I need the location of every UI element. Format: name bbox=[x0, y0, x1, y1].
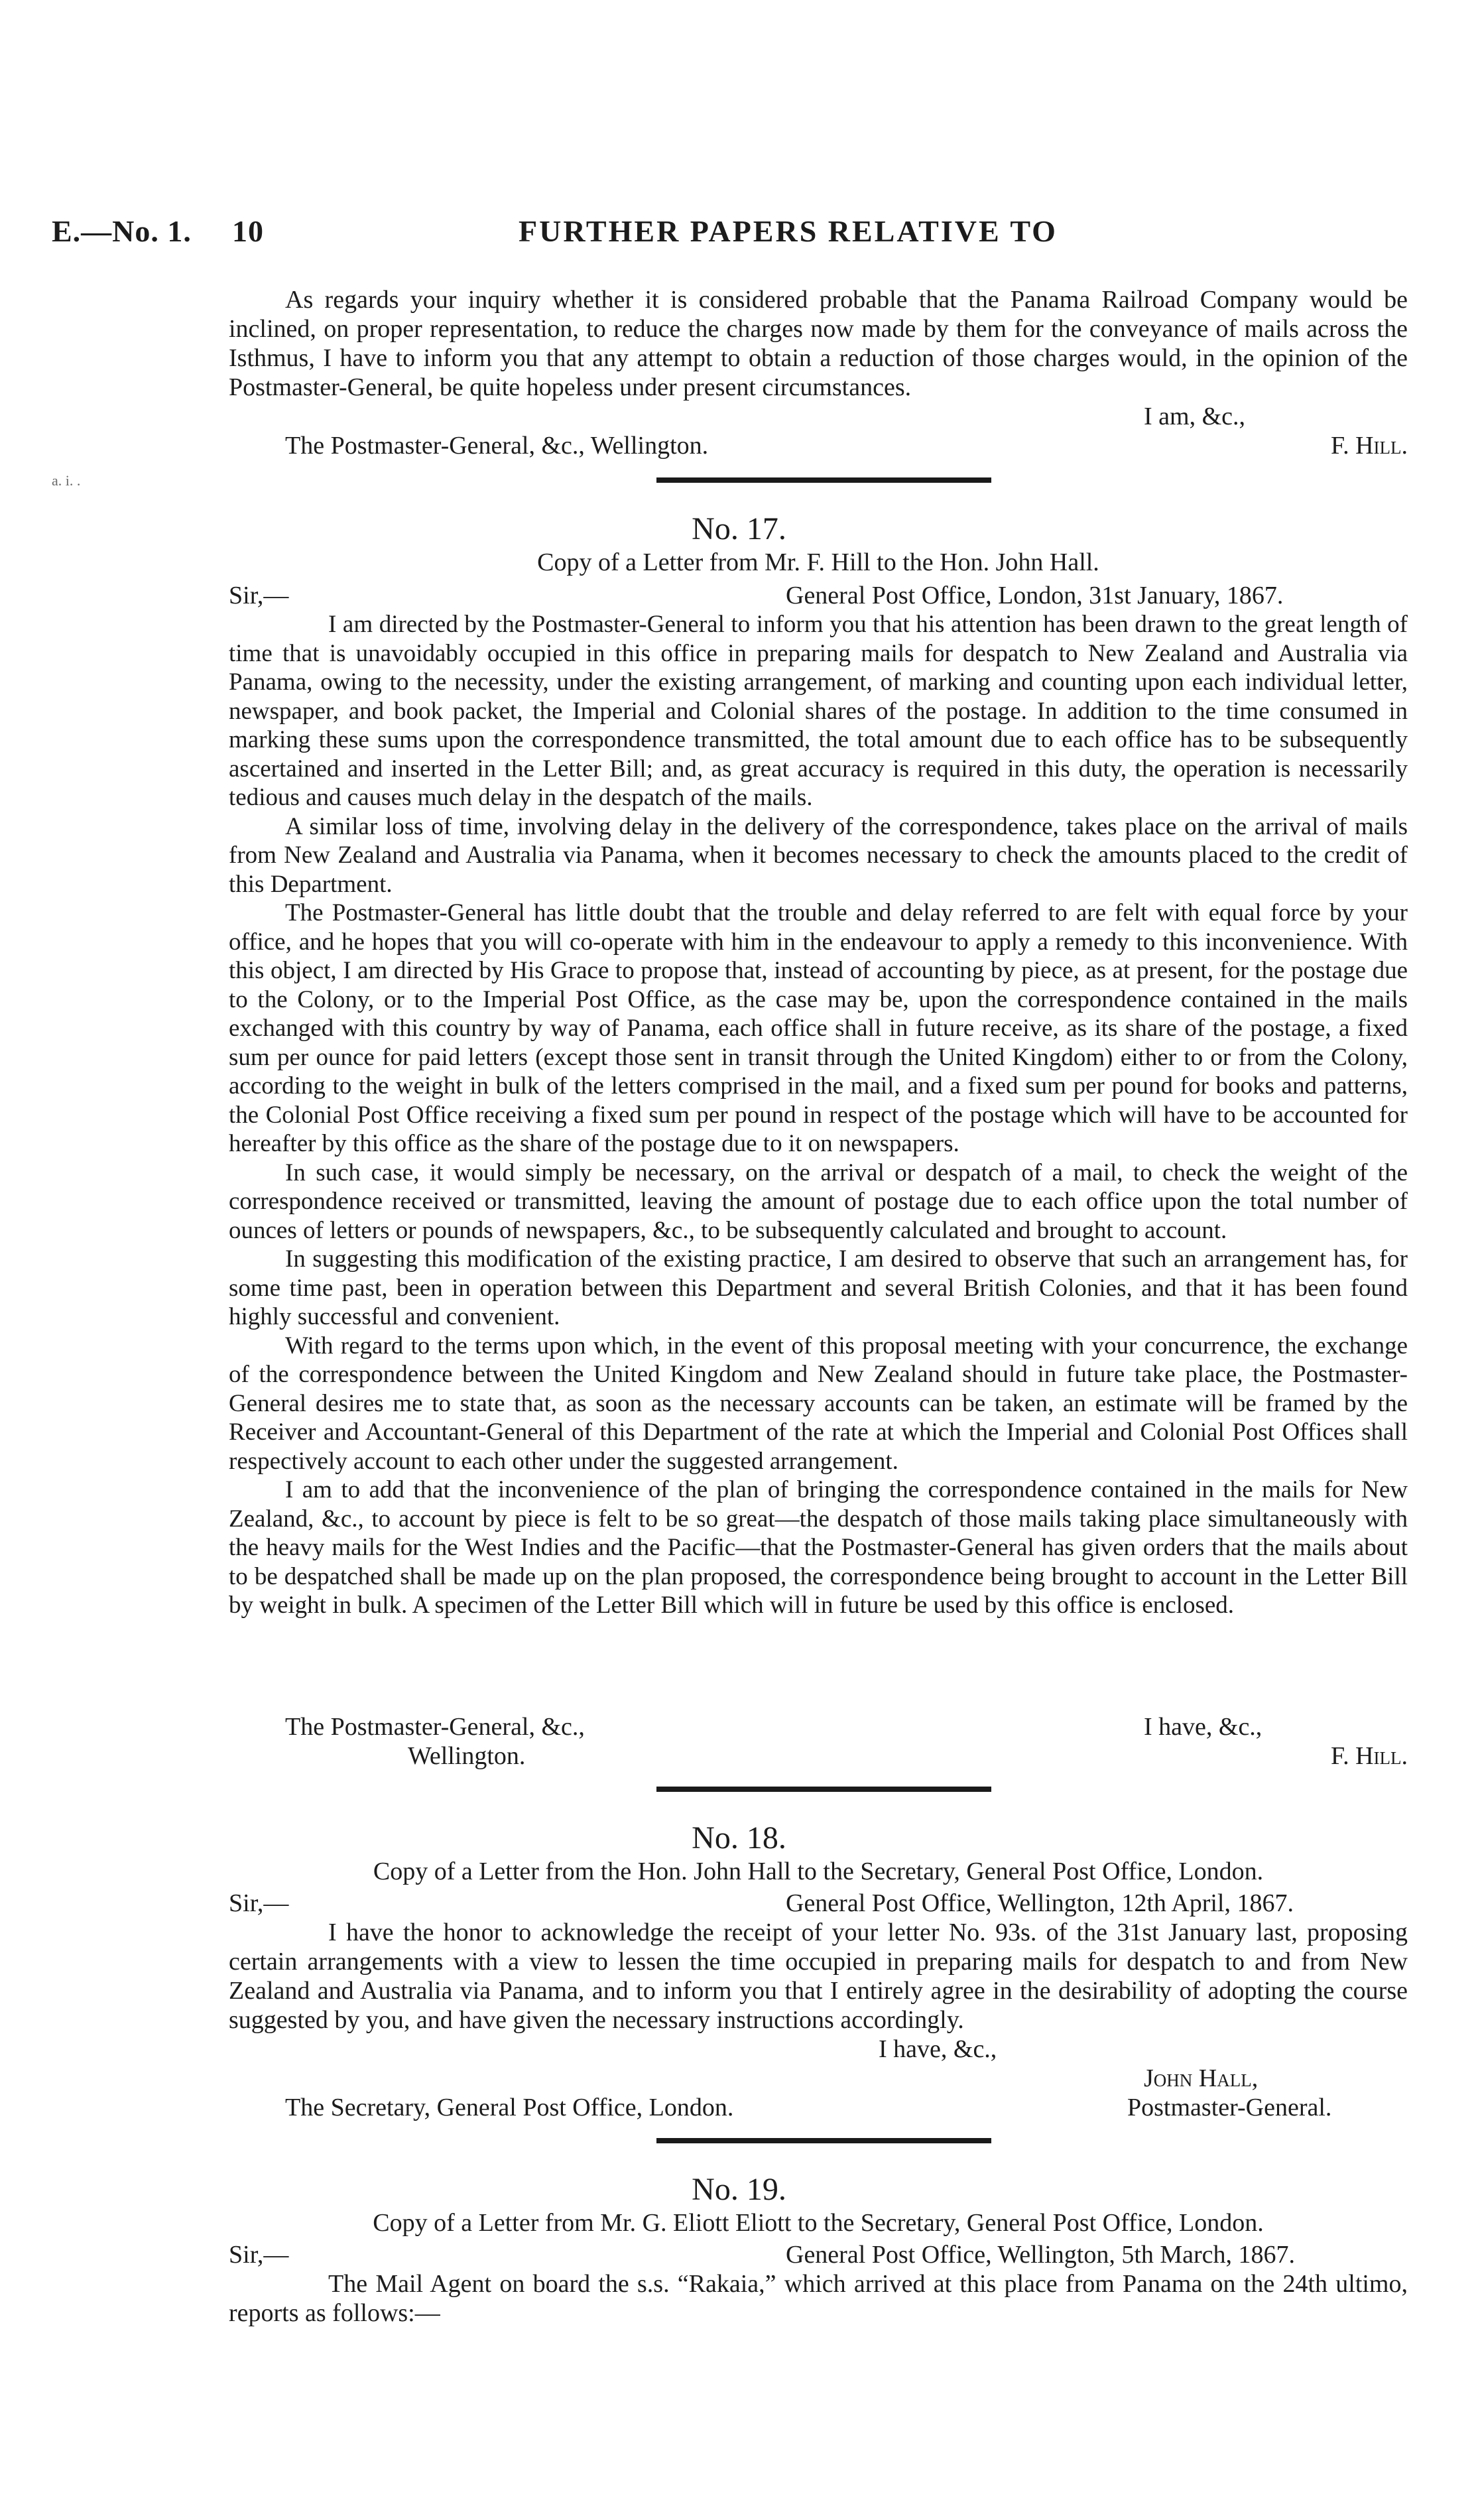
letter-17-heading bbox=[229, 581, 1408, 610]
addressee: The Postmaster-General, &c., Wellington. bbox=[285, 432, 709, 460]
body-paragraph: In such case, it would simply be necessary, on the arrival or despatch of a mail, to check the weight of the correspondence received or transmitted, leaving the amount of postage due to each office upon the total number of ounces of letters or pounds of newspapers, &c., to be subsequently calculated and brought to account. bbox=[229, 1159, 1408, 1244]
letter-caption: Copy of a Letter from Mr. G. Eliott Eliott to the Secretary, General Post Office, London. bbox=[373, 2209, 1264, 2237]
dateline: General Post Office, London, 31st January, 1867. bbox=[786, 582, 1284, 609]
addressee: The Secretary, General Post Office, London. bbox=[285, 2094, 734, 2121]
addressee: The Postmaster-General, &c., bbox=[285, 1713, 585, 1741]
body-paragraph: As regards your inquiry whether it is considered probable that the Panama Railroad Company would be inclined, on proper representation, to reduce the charges now made by them for the conveyance of mails across the Isthmus, I have to inform you that any attempt to obtain a reduction of those charges would, in the opinion of the Postmaster-General, be quite hopeless under present circumstances. bbox=[229, 286, 1408, 401]
letter-17-body bbox=[229, 610, 1408, 1620]
body-paragraph: I am to add that the inconvenience of the plan of bringing the correspondence contained in the mails for New Zealand, &c., to account by piece is felt to be so great—the despatch of those mails taking place simultaneously with the heavy mails for the West Indies and the Pacific—that the Postmaster-General has given orders that the mails about to be despatched shall be made up on the plan proposed, the correspondence being brought to account in the Letter Bill by weight in bulk. A specimen of the Letter Bill which will in future be used by this office is enclosed. bbox=[229, 1476, 1408, 1619]
continued-closing-block bbox=[229, 402, 1408, 460]
letter-18-heading bbox=[229, 1889, 1408, 1918]
signature: John Hall, bbox=[1144, 2064, 1259, 2092]
continued-letter bbox=[229, 285, 1408, 402]
document-reference: E.—No. 1. bbox=[52, 214, 192, 248]
closing-line: I have, &c., bbox=[879, 2035, 997, 2063]
body-paragraph: A similar loss of time, involving delay in the delivery of the correspondence, takes place on the arrival of mails from New Zealand and Australia via Panama, when it becomes necessary to check the amounts placed to the credit of this Department. bbox=[229, 812, 1408, 898]
letter-number: No. 17. bbox=[692, 511, 786, 546]
body-paragraph: I am directed by the Postmaster-General to inform you that his attention has been drawn to the great length of time that is unavoidably occupied in this office in preparing mails for despatch to New Zealand and Australia via Panama, owing to the necessity, under the existing arrangement, of marking and counting upon each individual letter, newspaper, and book packet, the Imperial and Colonial shares of the postage. In addition to the time consumed in marking these sums upon the correspondence transmitted, the total amount due to each office has to be subsequently ascertained and inserted in the Letter Bill; and, as great accuracy is required in this duty, the operation is necessarily tedious and causes much delay in the despatch of the mails. bbox=[229, 611, 1408, 811]
page-number: 10 bbox=[232, 214, 264, 248]
addressee-city: Wellington. bbox=[408, 1742, 526, 1770]
body-paragraph: In suggesting this modification of the existing practice, I am desired to observe that such an arrangement has, for some time past, been in operation between this Department and several British Colonies, and that it has been found highly successful and convenient. bbox=[229, 1245, 1408, 1330]
signature-title: Postmaster-General. bbox=[1127, 2094, 1332, 2121]
letter-19-body bbox=[229, 2269, 1408, 2328]
letter-18-body bbox=[229, 1918, 1408, 2035]
letter-caption: Copy of a Letter from the Hon. John Hall to the Secretary, General Post Office, London. bbox=[373, 1858, 1264, 1885]
salutation: Sir,— bbox=[229, 582, 289, 609]
section-rule bbox=[656, 2138, 991, 2143]
salutation: Sir,— bbox=[229, 2241, 289, 2269]
salutation: Sir,— bbox=[229, 1889, 289, 1917]
signature: F. Hill. bbox=[1330, 1742, 1408, 1770]
closing-line: I am, &c., bbox=[1144, 403, 1246, 430]
section-rule bbox=[656, 477, 991, 483]
letter-number: No. 19. bbox=[692, 2172, 786, 2207]
margin-mark: a. i. . bbox=[52, 472, 81, 489]
dateline: General Post Office, Wellington, 12th April, 1867. bbox=[786, 1889, 1294, 1917]
section-rule bbox=[656, 1787, 991, 1792]
signature: F. Hill. bbox=[1330, 432, 1408, 460]
body-paragraph: With regard to the terms upon which, in the event of this proposal meeting with your concurrence, the exchange of the correspondence between the United Kingdom and New Zealand should in future take place, the Postmaster-General desires me to state that, as soon as the necessary accounts can be taken, an estimate will be framed by the Receiver and Accountant-General of this Department of the rate at which the Imperial and Colonial Post Offices shall respectively account to each other under the suggested arrangement. bbox=[229, 1332, 1408, 1475]
letter-19-heading bbox=[229, 2240, 1408, 2269]
dateline: General Post Office, Wellington, 5th March, 1867. bbox=[786, 2241, 1296, 2269]
closing-line: I have, &c., bbox=[1144, 1713, 1262, 1741]
letter-18-closing bbox=[229, 2035, 1408, 2122]
body-paragraph: The Postmaster-General has little doubt that the trouble and delay referred to are felt with equal force by your office, and he hopes that you will co-operate with him in the endeavour to apply a remedy to this inconvenience. With this object, I am directed by His Grace to propose that, instead of accounting by piece, as at present, for the postage due to the Colony, or to the Imperial Post Office, as the case may be, upon the correspondence contained in the mails exchanged with this country by way of Panama, each office shall in future receive, as its share of the postage, a fixed sum per ounce for paid letters (except those sent in transit through the United Kingdom) either to or from the Colony, according to the weight in bulk of the letters comprised in the mail, and a fixed sum per pound for books and patterns, the Colonial Post Office receiving a fixed sum per pound in respect of the postage which will have to be accounted for hereafter by this office as the share of the postage due to it on newspapers. bbox=[229, 899, 1408, 1157]
running-title: FURTHER PAPERS RELATIVE TO bbox=[519, 214, 1058, 248]
body-paragraph: The Mail Agent on board the s.s. “Rakaia,” which arrived at this place from Panama on the 24th ultimo, reports as follows:— bbox=[229, 2270, 1408, 2327]
body-paragraph: I have the honor to acknowledge the receipt of your letter No. 93s. of the 31st January last, proposing certain arrangements with a view to lessen the time occupied in preparing mails for despatch to and from New Zealand and Australia via Panama, and to inform you that I entirely agree in the desirability of adopting the course suggested by you, and have given the necessary instructions accordingly. bbox=[229, 1919, 1408, 2034]
letter-number: No. 18. bbox=[692, 1820, 786, 1856]
letter-17-closing bbox=[229, 1712, 1408, 1771]
letter-caption: Copy of a Letter from Mr. F. Hill to the Hon. John Hall. bbox=[537, 548, 1099, 576]
